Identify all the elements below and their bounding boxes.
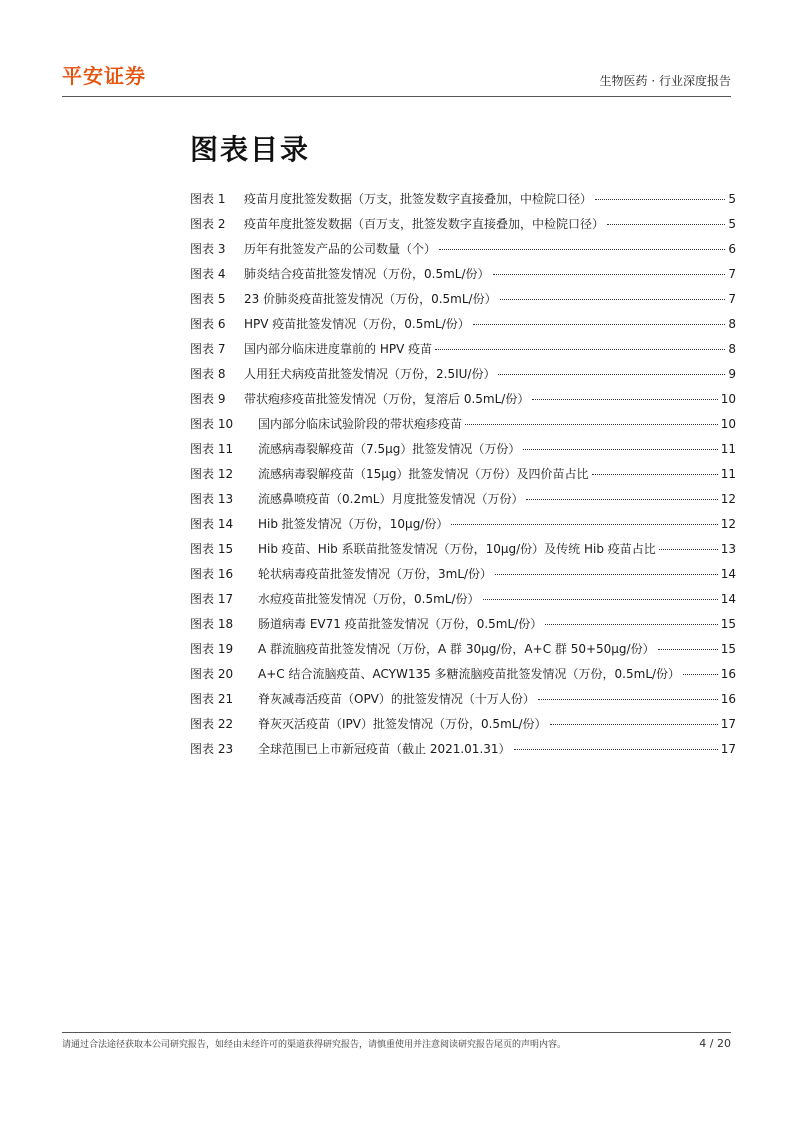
toc-dot-leader bbox=[607, 224, 725, 225]
toc-entry-page: 10 bbox=[720, 417, 736, 431]
toc-dot-leader bbox=[451, 524, 717, 525]
toc-entry[interactable] bbox=[190, 540, 736, 565]
toc-entry-page: 12 bbox=[720, 517, 736, 531]
toc-entry[interactable] bbox=[190, 415, 736, 440]
toc-entry-title: 肠道病毒 EV71 疫苗批签发情况（万份，0.5mL/份） bbox=[258, 617, 543, 631]
footer-disclaimer: 请通过合法途径获取本公司研究报告，如经由未经许可的渠道获得研究报告，请慎重使用并注意阅读研究报告尾页的声明内容。 bbox=[62, 1040, 567, 1050]
toc-entry-label: 图表 11 bbox=[190, 442, 234, 456]
toc-entry-title: 水痘疫苗批签发情况（万份，0.5mL/份） bbox=[258, 592, 480, 606]
toc-entry-label: 图表 8 bbox=[190, 367, 226, 381]
toc-dot-leader bbox=[532, 399, 717, 400]
toc-dot-leader bbox=[523, 449, 717, 450]
toc-entry[interactable] bbox=[190, 265, 736, 290]
toc-entry-title: Hib 批签发情况（万份，10μg/份） bbox=[258, 517, 449, 531]
report-type: 生物医药 · 行业深度报告 bbox=[599, 74, 731, 88]
toc-entry-title: 流感病毒裂解疫苗（7.5μg）批签发情况（万份） bbox=[258, 442, 521, 456]
toc-dot-leader bbox=[514, 749, 718, 750]
toc-dot-leader bbox=[545, 624, 718, 625]
toc-entry[interactable] bbox=[190, 640, 736, 665]
toc-entry-title: Hib 疫苗、Hib 系联苗批签发情况（万份，10μg/份）及传统 Hib 疫苗占比 bbox=[258, 542, 656, 556]
brand-logo: 平安证券 bbox=[62, 64, 146, 88]
toc-entry-page: 7 bbox=[728, 267, 736, 281]
toc-entry[interactable] bbox=[190, 565, 736, 590]
toc-entry-label: 图表 9 bbox=[190, 392, 226, 406]
toc-entry-label: 图表 7 bbox=[190, 342, 226, 356]
toc-entry-title: 国内部分临床试验阶段的带状疱疹疫苗 bbox=[258, 417, 463, 431]
toc-entry-page: 11 bbox=[720, 442, 736, 456]
toc-entry-title: 国内部分临床进度靠前的 HPV 疫苗 bbox=[244, 342, 433, 356]
toc-entry-label: 图表 22 bbox=[190, 717, 234, 731]
toc-entry-label: 图表 1 bbox=[190, 192, 226, 206]
toc-dot-leader bbox=[592, 474, 718, 475]
toc-entry[interactable] bbox=[190, 365, 736, 390]
toc-dot-leader bbox=[495, 574, 718, 575]
toc-entry-page: 16 bbox=[720, 667, 736, 681]
toc-entry-page: 8 bbox=[728, 317, 736, 331]
toc-entry-label: 图表 16 bbox=[190, 567, 234, 581]
toc-entry-title: 人用狂犬病疫苗批签发情况（万份，2.5IU/份） bbox=[244, 367, 496, 381]
footer-divider bbox=[62, 1032, 731, 1033]
toc-entry-page: 11 bbox=[720, 467, 736, 481]
table-of-figures bbox=[190, 190, 736, 765]
toc-dot-leader bbox=[526, 499, 717, 500]
toc-dot-leader bbox=[658, 649, 718, 650]
toc-dot-leader bbox=[473, 324, 725, 325]
toc-entry-title: 历年有批签发产品的公司数量（个） bbox=[244, 242, 437, 256]
toc-entry-page: 16 bbox=[720, 692, 736, 706]
toc-entry-page: 12 bbox=[720, 492, 736, 506]
toc-entry[interactable] bbox=[190, 440, 736, 465]
toc-entry-label: 图表 19 bbox=[190, 642, 234, 656]
toc-entry-title: A 群流脑疫苗批签发情况（万份，A 群 30μg/份，A+C 群 50+50μg/份） bbox=[258, 642, 655, 656]
toc-entry-page: 10 bbox=[720, 392, 736, 406]
toc-entry-label: 图表 21 bbox=[190, 692, 234, 706]
toc-entry[interactable] bbox=[190, 340, 736, 365]
toc-dot-leader bbox=[498, 374, 725, 375]
toc-entry[interactable] bbox=[190, 390, 736, 415]
toc-entry[interactable] bbox=[190, 590, 736, 615]
toc-entry-page: 7 bbox=[728, 292, 736, 306]
toc-dot-leader bbox=[465, 424, 718, 425]
toc-dot-leader bbox=[550, 724, 718, 725]
toc-dot-leader bbox=[538, 699, 718, 700]
toc-entry-label: 图表 2 bbox=[190, 217, 226, 231]
header-divider bbox=[62, 96, 731, 97]
toc-entry-title: A+C 结合流脑疫苗、ACYW135 多糖流脑疫苗批签发情况（万份，0.5mL/份） bbox=[258, 667, 681, 681]
toc-entry-label: 图表 13 bbox=[190, 492, 234, 506]
toc-entry[interactable] bbox=[190, 240, 736, 265]
toc-dot-leader bbox=[595, 199, 725, 200]
toc-entry-page: 6 bbox=[728, 242, 736, 256]
toc-entry-title: 流感鼻喷疫苗（0.2mL）月度批签发情况（万份） bbox=[258, 492, 524, 506]
toc-dot-leader bbox=[500, 299, 725, 300]
toc-entry-title: 疫苗月度批签发数据（万支，批签发数字直接叠加，中检院口径） bbox=[244, 192, 593, 206]
toc-entry-label: 图表 3 bbox=[190, 242, 226, 256]
toc-entry-label: 图表 14 bbox=[190, 517, 234, 531]
toc-entry-page: 15 bbox=[720, 642, 736, 656]
toc-entry-page: 15 bbox=[720, 617, 736, 631]
toc-entry-page: 8 bbox=[728, 342, 736, 356]
toc-entry-title: 脊灰减毒活疫苗（OPV）的批签发情况（十万人份） bbox=[258, 692, 535, 706]
toc-entry[interactable] bbox=[190, 315, 736, 340]
toc-entry-label: 图表 6 bbox=[190, 317, 226, 331]
toc-entry-label: 图表 10 bbox=[190, 417, 234, 431]
toc-entry-page: 17 bbox=[720, 717, 736, 731]
toc-entry[interactable] bbox=[190, 715, 736, 740]
toc-entry[interactable] bbox=[190, 465, 736, 490]
toc-entry-label: 图表 5 bbox=[190, 292, 226, 306]
toc-entry[interactable] bbox=[190, 615, 736, 640]
toc-dot-leader bbox=[483, 599, 718, 600]
toc-entry-page: 5 bbox=[728, 192, 736, 206]
toc-dot-leader bbox=[493, 274, 725, 275]
toc-entry[interactable] bbox=[190, 515, 736, 540]
toc-entry[interactable] bbox=[190, 690, 736, 715]
toc-entry-page: 13 bbox=[720, 542, 736, 556]
toc-entry-label: 图表 15 bbox=[190, 542, 234, 556]
toc-entry[interactable] bbox=[190, 665, 736, 690]
toc-entry-label: 图表 18 bbox=[190, 617, 234, 631]
toc-entry[interactable] bbox=[190, 190, 736, 215]
toc-entry-page: 9 bbox=[728, 367, 736, 381]
toc-entry-page: 14 bbox=[720, 592, 736, 606]
toc-entry-title: 全球范围已上市新冠疫苗（截止 2021.01.31） bbox=[258, 742, 511, 756]
toc-entry-title: 肺炎结合疫苗批签发情况（万份，0.5mL/份） bbox=[244, 267, 490, 281]
toc-entry-page: 5 bbox=[728, 217, 736, 231]
toc-dot-leader bbox=[435, 349, 725, 350]
toc-entry-label: 图表 20 bbox=[190, 667, 234, 681]
toc-entry-label: 图表 17 bbox=[190, 592, 234, 606]
toc-entry-title: 疫苗年度批签发数据（百万支，批签发数字直接叠加，中检院口径） bbox=[244, 217, 605, 231]
toc-entry-label: 图表 12 bbox=[190, 467, 234, 481]
toc-entry-title: 轮状病毒疫苗批签发情况（万份，3mL/份） bbox=[258, 567, 493, 581]
toc-entry-label: 图表 23 bbox=[190, 742, 234, 756]
toc-entry-title: 脊灰灭活疫苗（IPV）批签发情况（万份，0.5mL/份） bbox=[258, 717, 547, 731]
toc-entry-title: 带状疱疹疫苗批签发情况（万份，复溶后 0.5mL/份） bbox=[244, 392, 530, 406]
toc-entry[interactable] bbox=[190, 490, 736, 515]
toc-entry-page: 14 bbox=[720, 567, 736, 581]
toc-dot-leader bbox=[683, 674, 718, 675]
toc-entry[interactable] bbox=[190, 290, 736, 315]
toc-dot-leader bbox=[439, 249, 725, 250]
toc-entry[interactable] bbox=[190, 740, 736, 765]
page-title: 图表目录 bbox=[190, 133, 311, 166]
toc-entry-title: 流感病毒裂解疫苗（15μg）批签发情况（万份）及四价苗占比 bbox=[258, 467, 589, 481]
page-number: 4 / 20 bbox=[699, 1037, 731, 1050]
toc-entry[interactable] bbox=[190, 215, 736, 240]
toc-entry-title: 23 价肺炎疫苗批签发情况（万份，0.5mL/份） bbox=[244, 292, 497, 306]
toc-entry-page: 17 bbox=[720, 742, 736, 756]
toc-entry-title: HPV 疫苗批签发情况（万份，0.5mL/份） bbox=[244, 317, 470, 331]
toc-dot-leader bbox=[659, 549, 718, 550]
toc-entry-label: 图表 4 bbox=[190, 267, 226, 281]
